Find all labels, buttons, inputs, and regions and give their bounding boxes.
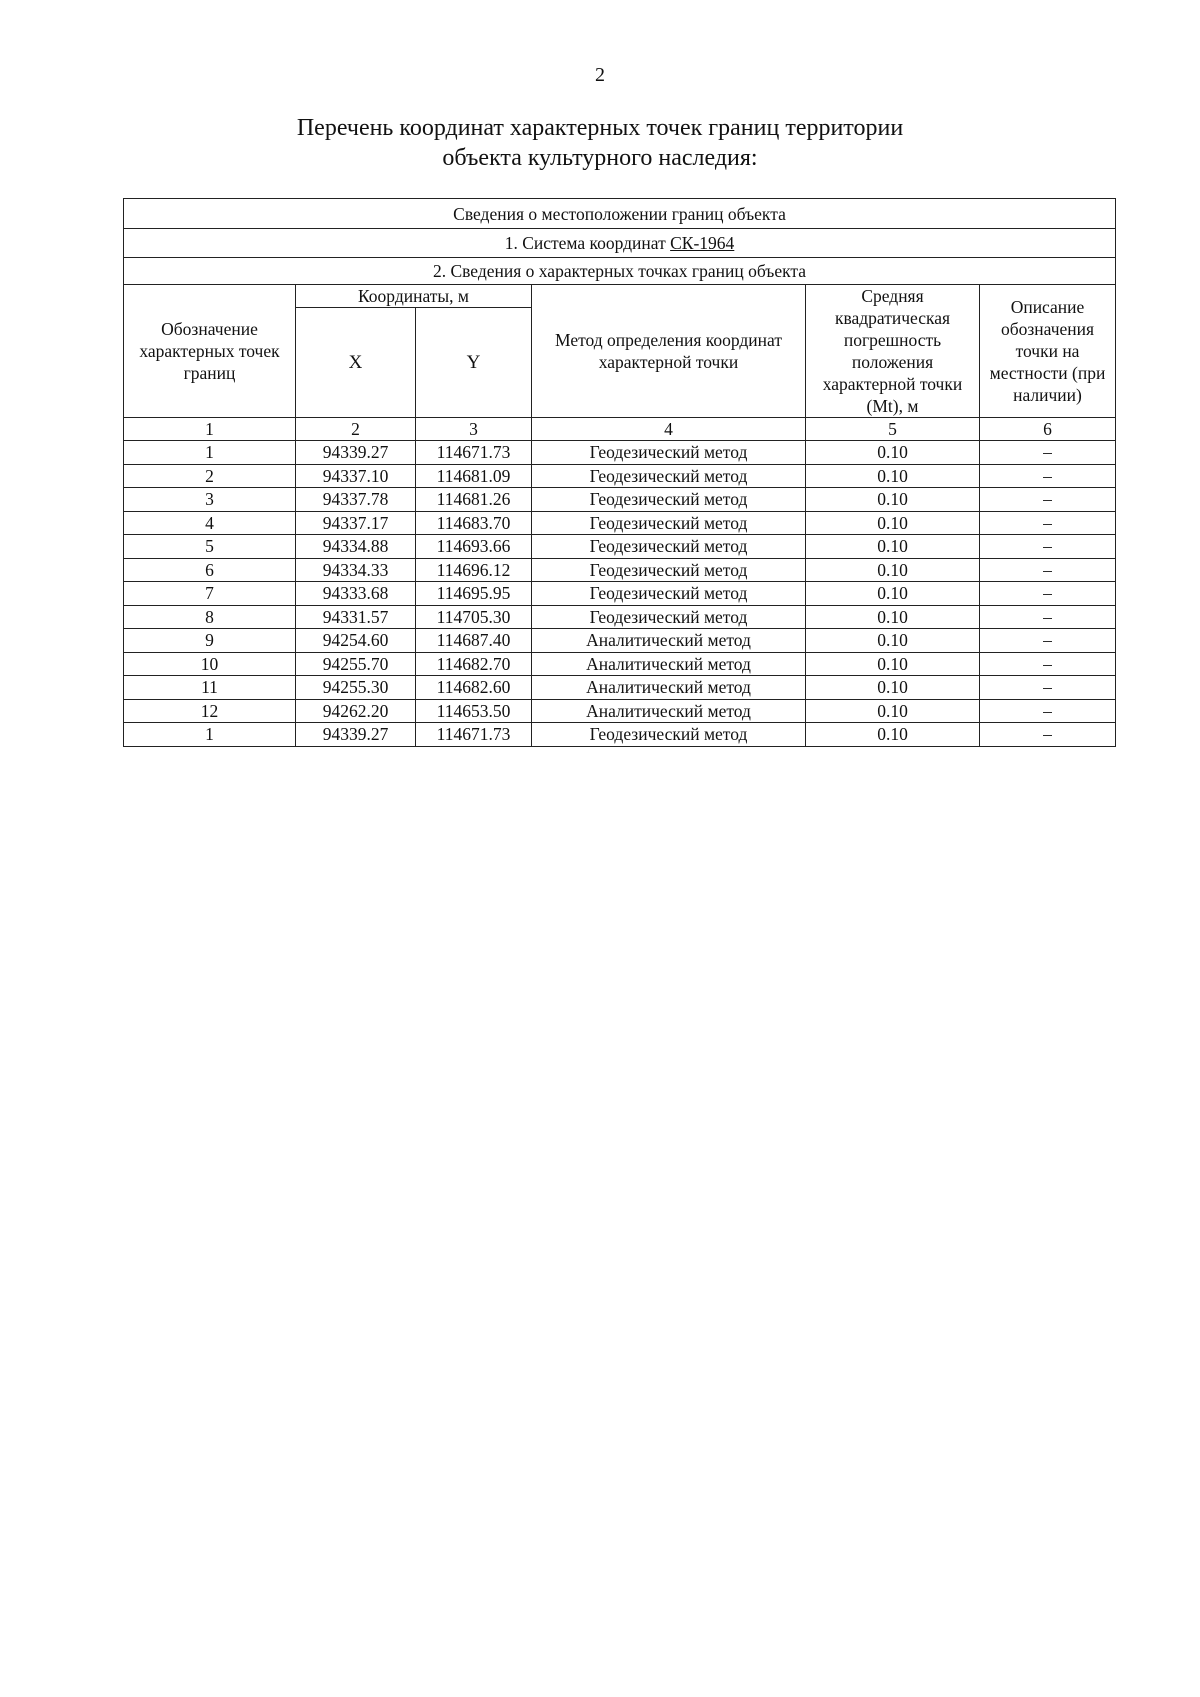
- cell-description: –: [980, 629, 1116, 653]
- table-row: [124, 441, 1116, 465]
- table-row: [124, 629, 1116, 653]
- cell-description: –: [980, 441, 1116, 465]
- cell-point: 1: [124, 723, 296, 747]
- cell-error: 0.10: [806, 605, 980, 629]
- cell-point: 7: [124, 582, 296, 606]
- table-row: [124, 558, 1116, 582]
- table-row: [124, 652, 1116, 676]
- cell-method: Геодезический метод: [532, 511, 806, 535]
- cell-description: –: [980, 511, 1116, 535]
- col-description-header: Описание обозначения точки на местности (при наличии): [980, 285, 1116, 418]
- cell-x: 94337.10: [296, 464, 416, 488]
- cell-error: 0.10: [806, 652, 980, 676]
- cell-y: 114671.73: [416, 441, 532, 465]
- table-row: [124, 605, 1116, 629]
- cell-x: 94331.57: [296, 605, 416, 629]
- table-row: [124, 511, 1116, 535]
- coord-system-row: [124, 229, 1116, 258]
- cell-y: 114681.09: [416, 464, 532, 488]
- column-header-row: [124, 285, 1116, 308]
- cell-point: 5: [124, 535, 296, 559]
- cell-y: 114682.70: [416, 652, 532, 676]
- cell-y: 114653.50: [416, 699, 532, 723]
- table-row: [124, 464, 1116, 488]
- table-row: [124, 676, 1116, 700]
- cell-error: 0.10: [806, 699, 980, 723]
- cell-description: –: [980, 535, 1116, 559]
- cell-point: 1: [124, 441, 296, 465]
- cell-error: 0.10: [806, 464, 980, 488]
- cell-point: 6: [124, 558, 296, 582]
- cell-x: 94334.88: [296, 535, 416, 559]
- section-header: Сведения о местоположении границ объекта: [124, 199, 1116, 229]
- document-title: [0, 113, 1200, 173]
- col-coords-header: Координаты, м: [296, 285, 532, 308]
- cell-x: 94337.78: [296, 488, 416, 512]
- table-row: [124, 723, 1116, 747]
- cell-point: 8: [124, 605, 296, 629]
- table-row: [124, 582, 1116, 606]
- cell-point: 3: [124, 488, 296, 512]
- cell-method: Аналитический метод: [532, 629, 806, 653]
- cell-x: 94333.68: [296, 582, 416, 606]
- title-line-1: Перечень координат характерных точек границ территории: [296, 115, 904, 141]
- coord-system-name: СК-1964: [670, 233, 735, 253]
- table-row: [124, 488, 1116, 512]
- cell-description: –: [980, 652, 1116, 676]
- cell-description: –: [980, 464, 1116, 488]
- cell-description: –: [980, 676, 1116, 700]
- cell-method: Аналитический метод: [532, 699, 806, 723]
- cell-error: 0.10: [806, 582, 980, 606]
- cell-y: 114695.95: [416, 582, 532, 606]
- coordinates-table: [123, 198, 1116, 747]
- cell-x: 94339.27: [296, 441, 416, 465]
- cell-y: 114696.12: [416, 558, 532, 582]
- points-info-row: [124, 258, 1116, 285]
- cell-x: 94262.20: [296, 699, 416, 723]
- cell-error: 0.10: [806, 511, 980, 535]
- table-row: [124, 699, 1116, 723]
- col-number: 3: [416, 418, 532, 441]
- col-error-header: Средняя квадратическая погрешность положения характерной точки (Mt), м: [806, 285, 980, 418]
- col-number: 6: [980, 418, 1116, 441]
- cell-point: 12: [124, 699, 296, 723]
- coord-system-prefix: 1. Система координат: [504, 233, 671, 253]
- cell-x: 94254.60: [296, 629, 416, 653]
- cell-description: –: [980, 723, 1116, 747]
- cell-description: –: [980, 558, 1116, 582]
- cell-y: 114671.73: [416, 723, 532, 747]
- cell-point: 4: [124, 511, 296, 535]
- cell-error: 0.10: [806, 723, 980, 747]
- page-number: 2: [595, 64, 605, 86]
- col-number: 5: [806, 418, 980, 441]
- cell-error: 0.10: [806, 488, 980, 512]
- col-number: 2: [296, 418, 416, 441]
- col-x-header: X: [296, 308, 416, 418]
- cell-method: Геодезический метод: [532, 723, 806, 747]
- cell-method: Геодезический метод: [532, 605, 806, 629]
- cell-point: 11: [124, 676, 296, 700]
- cell-error: 0.10: [806, 629, 980, 653]
- col-point-header: Обозначение характерных точек границ: [124, 285, 296, 418]
- cell-method: Геодезический метод: [532, 464, 806, 488]
- cell-x: 94255.30: [296, 676, 416, 700]
- section-header-row: [124, 199, 1116, 229]
- column-number-row: [124, 418, 1116, 441]
- cell-description: –: [980, 582, 1116, 606]
- cell-point: 9: [124, 629, 296, 653]
- cell-method: Геодезический метод: [532, 582, 806, 606]
- cell-error: 0.10: [806, 676, 980, 700]
- cell-x: 94337.17: [296, 511, 416, 535]
- cell-description: –: [980, 488, 1116, 512]
- title-line-2: объекта культурного наследия:: [442, 145, 758, 171]
- cell-x: 94334.33: [296, 558, 416, 582]
- cell-method: Аналитический метод: [532, 652, 806, 676]
- cell-method: Геодезический метод: [532, 535, 806, 559]
- col-y-header: Y: [416, 308, 532, 418]
- cell-y: 114682.60: [416, 676, 532, 700]
- col-number: 4: [532, 418, 806, 441]
- cell-method: Геодезический метод: [532, 558, 806, 582]
- cell-point: 2: [124, 464, 296, 488]
- cell-error: 0.10: [806, 441, 980, 465]
- table-row: [124, 535, 1116, 559]
- cell-x: 94255.70: [296, 652, 416, 676]
- cell-y: 114681.26: [416, 488, 532, 512]
- coord-system-cell: [124, 229, 1116, 258]
- cell-y: 114683.70: [416, 511, 532, 535]
- cell-description: –: [980, 699, 1116, 723]
- cell-y: 114687.40: [416, 629, 532, 653]
- cell-y: 114693.66: [416, 535, 532, 559]
- cell-method: Геодезический метод: [532, 488, 806, 512]
- cell-point: 10: [124, 652, 296, 676]
- col-number: 1: [124, 418, 296, 441]
- cell-x: 94339.27: [296, 723, 416, 747]
- cell-y: 114705.30: [416, 605, 532, 629]
- cell-error: 0.10: [806, 535, 980, 559]
- cell-description: –: [980, 605, 1116, 629]
- col-method-header: Метод определения координат характерной точки: [532, 285, 806, 418]
- points-info: 2. Сведения о характерных точках границ объекта: [124, 258, 1116, 285]
- cell-error: 0.10: [806, 558, 980, 582]
- cell-method: Геодезический метод: [532, 441, 806, 465]
- cell-method: Аналитический метод: [532, 676, 806, 700]
